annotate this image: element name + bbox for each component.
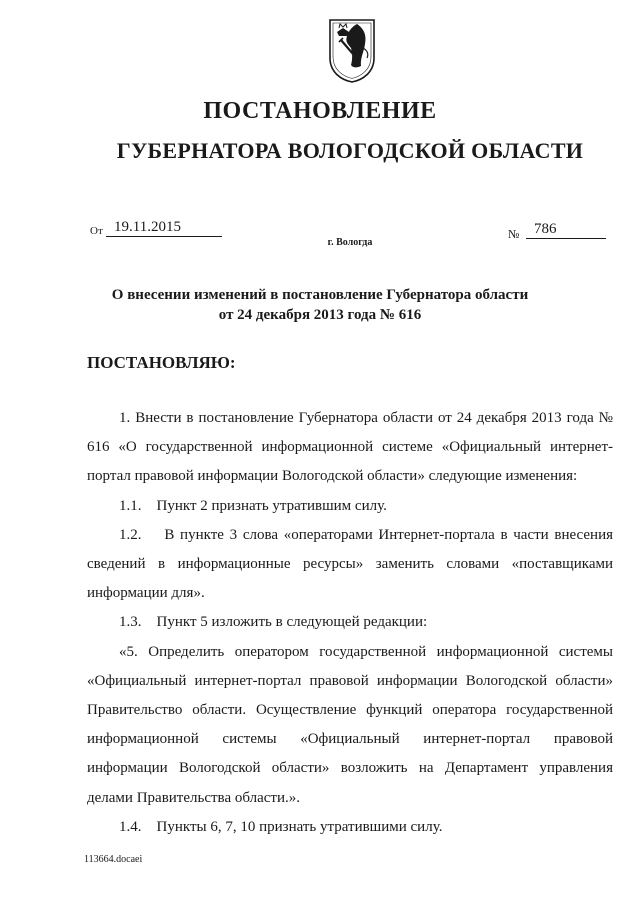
paragraph-1: 1. Внести в постановление Губернатора области от 24 декабря 2013 года № 616 «О государственной информационной системе «Официальный интернет-портал правовой информации Вологодской области» следующие изменения: xyxy=(87,410,613,485)
resolve-heading: ПОСТАНОВЛЯЮ: xyxy=(87,353,236,372)
paragraph-1-4: 1.4. Пункты 6, 7, 10 признать утратившими силу. xyxy=(119,818,443,835)
city-label: г. Вологда xyxy=(327,237,373,248)
paragraph-quoted: «5. Определить оператором государственной информационной системы «Официальный интернет-портал правовой информации Вологодской области» Правительство области. Осуществление функций оператора государственной информационной системы «Официальный интернет-портал правовой информации Вологодской области» возложить на Департамент управления делами Правительства области.». xyxy=(87,643,613,806)
document-date: 19.11.2015 xyxy=(106,219,222,237)
paragraph-1-1: 1.1. Пункт 2 признать утратившим силу. xyxy=(119,497,387,514)
document-subject xyxy=(80,285,560,325)
number-label: № xyxy=(508,227,520,241)
subject-line-2: от 24 декабря 2013 года № 616 xyxy=(218,307,422,323)
file-reference: 113664.docaei xyxy=(84,854,143,865)
date-label: От xyxy=(90,225,103,237)
coat-of-arms-icon xyxy=(327,18,377,84)
document-number: 786 xyxy=(526,221,606,239)
document-body xyxy=(87,404,613,842)
document-title: ПОСТАНОВЛЕНИЕ xyxy=(203,98,437,124)
subject-line-1: О внесении изменений в постановление Губернатора области xyxy=(111,287,529,303)
paragraph-1-2: 1.2. В пункте 3 слова «операторами Интернет-портала в части внесения сведений в информационные ресурсы» заменить словами «поставщиками информации для». xyxy=(87,526,613,602)
document-subtitle: ГУБЕРНАТОРА ВОЛОГОДСКОЙ ОБЛАСТИ xyxy=(116,138,584,163)
paragraph-1-3: 1.3. Пункт 5 изложить в следующей редакции: xyxy=(119,614,428,631)
